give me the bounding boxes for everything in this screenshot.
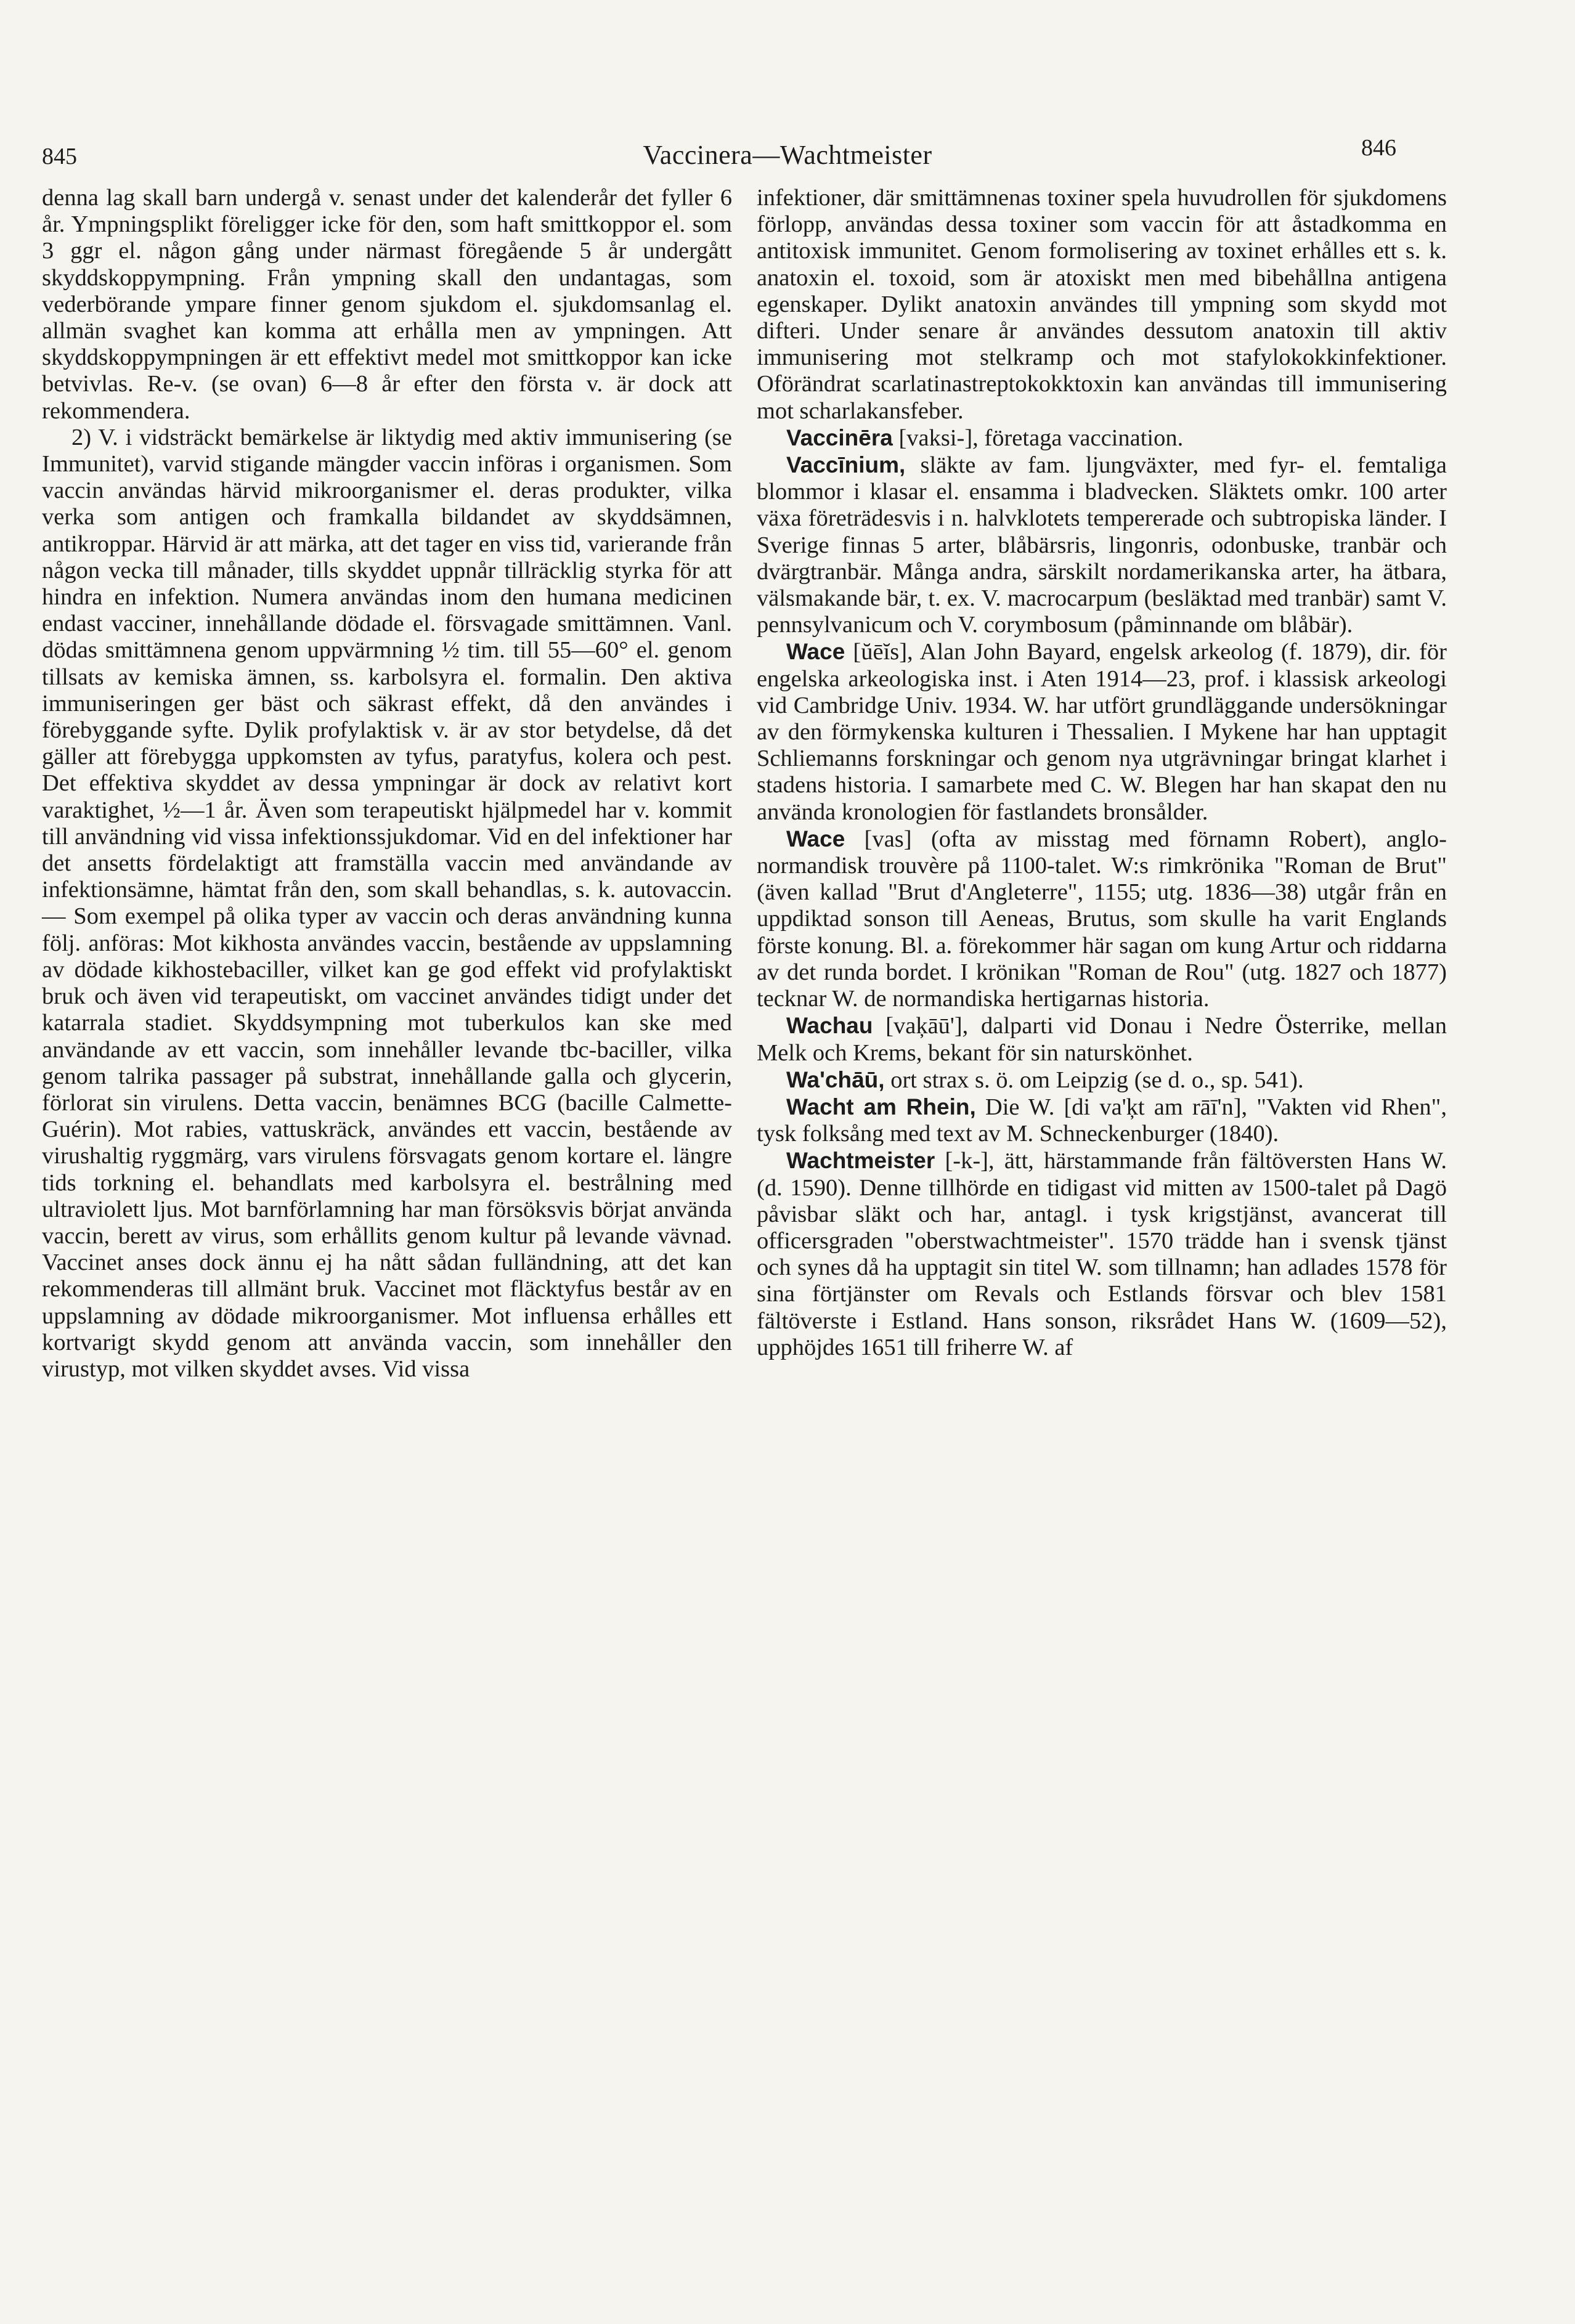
- headword: Wachtmeister: [786, 1148, 935, 1174]
- page-header: [0, 134, 1575, 177]
- page-number-right: 846: [1361, 135, 1396, 161]
- headword: Vaccinēra: [786, 425, 893, 450]
- left-column: [42, 185, 732, 1383]
- paragraph-continuation: infektioner, där smittämnenas toxiner spela huvudrollen för sjukdomens förlopp, användas dessa toxiner som vaccin för att åstadkomma en antitoxisk immunitet. Genom formolisering av toxinet erhålles ett s. k. anatoxin el. toxoid, som är atoxiskt men med bibehållna antigena egenskaper. Dylikt anatoxin användes till ympning som skydd mot difteri. Under senare år användes dessutom anatoxin till aktiv immunisering mot stelkramp och mot stafylokokkinfektioner. Oförändrat scarlatinastreptokokktoxin kan användas till immunisering mot scharlakansfeber.: [757, 185, 1447, 424]
- entry-text: släkte av fam. ljungväxter, med fyr- el. femtaliga blommor i klasar el. ensamma i bladvecken. Släktets omkr. 100 arter växa företrädesvis i n. halvklotets tempererade och subtropiska länder. I Sverige finnas 5 arter, blåbärsris, lingonris, odonbuske, tranbär och dvärgtranbär. Många andra, särskilt nordamerikanska arter, ha ätbara, välsmakande bär, t. ex. V. macrocarpum (besläktad med tranbär) samt V. pennsylvanicum och V. corymbosum (påminnande om blåbär).: [757, 452, 1447, 638]
- paragraph-smallpox-law: denna lag skall barn undergå v. senast under det kalenderår det fyller 6 år. Ympningsplikt föreligger icke för den, som haft smittkoppor el. som 3 ggr el. någon gång under närmast föregående 5 år undergått skyddskoppympning. Från ympning skall den undantagas, som vederbörande ympare finner genom sjukdom el. sjukdomsanlag el. allmän svaghet kan komma att erhålla men av ympningen. Att skyddskoppympningen är ett effektivt medel mot smittkoppor kan icke betvivlas. Re-v. (se ovan) 6—8 år efter den första v. är dock att rekommendera.: [42, 185, 732, 424]
- entry-text: ort strax s. ö. om Leipzig (se d. o., sp. 541).: [884, 1067, 1304, 1093]
- headword: Wa'chāū,: [786, 1067, 885, 1092]
- entry-wachtmeister: [757, 1147, 1447, 1361]
- entry-wace-trouvere: [757, 826, 1447, 1012]
- paragraph-vaccination-immunisation: 2) V. i vidsträckt bemärkelse är liktydig med aktiv immunisering (se Immunitet), varvid stigande mängder vaccin införas i organismen. Som vaccin användas härvid mikroorganismer el. deras produkter, vilka verka som antigen och framkalla bildandet av skyddsämnen, antikroppar. Härvid är att märka, att det tager en viss tid, varierande från någon vecka till månader, tills skyddet uppnår tillräcklig styrka för att hindra en infektion. Numera användas inom den humana medicinen endast vacciner, innehållande dödade el. försvagade smittämnen. Vanl. dödas smittämnena genom uppvärmning ½ tim. till 55—60° el. genom tillsats av kemiska ämnen, ss. karbolsyra el. formalin. Den aktiva immuniseringen ger bäst och säkrast effekt, då den användes i förebyggande syfte. Dylik profylaktisk v. är av stor betydelse, då det gäller att förebygga uppkomsten av tyfus, paratyfus, kolera och pest. Det effektiva skyddet av dessa ympningar är dock av relativt kort varaktighet, ½—1 år. Även som terapeutiskt hjälpmedel har v. kommit till användning vid vissa infektionssjukdomar. Vid en del infektioner har det ansetts fördelaktigt att framställa vaccin med användande av infektionsämne, hämtat från den, som skall behandlas, s. k. autovaccin. — Som exempel på olika typer av vaccin och deras användning kunna följ. anföras: Mot kikhosta användes vaccin, bestående av uppslamning av dödade kikhostebaciller, vilket kan ge god effekt vid profylaktiskt bruk och även vid terapeutiskt, om vaccinet användes tidigt under det katarrala stadiet. Skyddsympning mot tuberkulos kan ske med användande av ett vaccin, som innehåller levande tbc-baciller, vilka genom talrika passager på substrat, innehållande galla och glycerin, förlorat sin virulens. Detta vaccin, benämnes BCG (bacille Calmette-Guérin). Mot rabies, vattuskräck, användes ett vaccin, bestående av virushaltig ryggmärg, vars virulens försvagats genom kortare el. längre tids torkning el. behandlats med karbolsyra el. bestrålning med ultraviolett ljus. Mot barnförlamning har man försöksvis börjat använda vaccin, berett av virus, som erhållits genom kultur på levande vävnad. Vaccinet anses dock ännu ej ha nått sådan fulländning, att det kan rekommenderas till allmänt bruk. Vaccinet mot fläcktyfus består av en uppslamning av dödade mikroorganismer. Mot influensa erhålles ett kortvarigt skydd genom att använda vaccin, som innehåller den virustyp, mot vilken skyddet avses. Vid vissa: [42, 424, 732, 1382]
- entry-wacht-am-rhein: [757, 1094, 1447, 1147]
- entry-text: Die W. [di va'ķt am rāī'n], "Vakten vid Rhen", tysk folksång med text av M. Schneckenburger (1840).: [757, 1094, 1447, 1147]
- headword: Wace: [786, 826, 845, 851]
- headword: Wacht am Rhein,: [786, 1094, 976, 1119]
- entry-wachau-valley: [757, 1012, 1447, 1066]
- headword: Wachau: [786, 1013, 873, 1039]
- entry-text: [ŭēĭs], Alan John Bayard, engelsk arkeolog (f. 1879), dir. för engelska arkeologiska inst. i Aten 1914—23, prof. i klassisk arkeologi vid Cambridge Univ. 1934. W. har utfört grundläggande undersökningar av den förmykenska kulturen i Thessalien. I Mykene har han upptagit Schliemanns forskningar och genom nya utgrävningar bringat klarhet i stadens historia. I samarbete med C. W. Blegen har han skapat den nu använda kronologien för fastlandets bronsålder.: [757, 639, 1447, 825]
- entry-vaccinium: [757, 452, 1447, 638]
- page-number-left: 845: [42, 144, 77, 169]
- right-column: [757, 185, 1447, 1361]
- entry-text: [vas] (ofta av misstag med förnamn Robert), anglo-normandisk trouvère på 1100-talet. W:s rimkrönika "Roman de Brut" (även kallad "Brut d'Angleterre", 1155; utg. 1836—38) utgår från en uppdiktad sonson till Aeneas, Brutus, som skulle ha varit Englands förste konung. Bl. a. förekommer här sagan om kung Artur och riddarna av det runda bordet. I krönikan "Roman de Rou" (utg. 1827 och 1877) tecknar W. de normandiska hertigarnas historia.: [757, 826, 1447, 1012]
- entry-text: [-k-], ätt, härstammande från fältöversten Hans W. (d. 1590). Denne tillhörde en tidigast vid mitten av 1500-talet på Dagö påvisbar släkt och har, antagl. i tysk krigstjänst, avancerat till officersgraden "oberstwachtmeister". 1570 trädde han i svensk tjänst och synes då ha upptagit sin titel W. som tillnamn; han adlades 1578 för sina förtjänster om Revals och Estlands försvar och blev 1581 fältöverste i Estland. Hans sonson, riksrådet Hans W. (1609—52), upphöjdes 1651 till friherre W. af: [757, 1148, 1447, 1360]
- headword: Vaccīnium,: [786, 452, 906, 478]
- entry-wachau-leipzig: [757, 1067, 1447, 1094]
- entry-wace-alan: [757, 638, 1447, 825]
- headword: Wace: [786, 639, 845, 665]
- entry-text: [vaķāū'], dalparti vid Donau i Nedre Österrike, mellan Melk och Krems, bekant för sin naturskönhet.: [757, 1013, 1447, 1066]
- entry-vaccinera: [757, 425, 1447, 452]
- running-head: Vaccinera—Wachtmeister: [643, 140, 932, 170]
- entry-text: [vaksi-], företaga vaccination.: [892, 425, 1184, 451]
